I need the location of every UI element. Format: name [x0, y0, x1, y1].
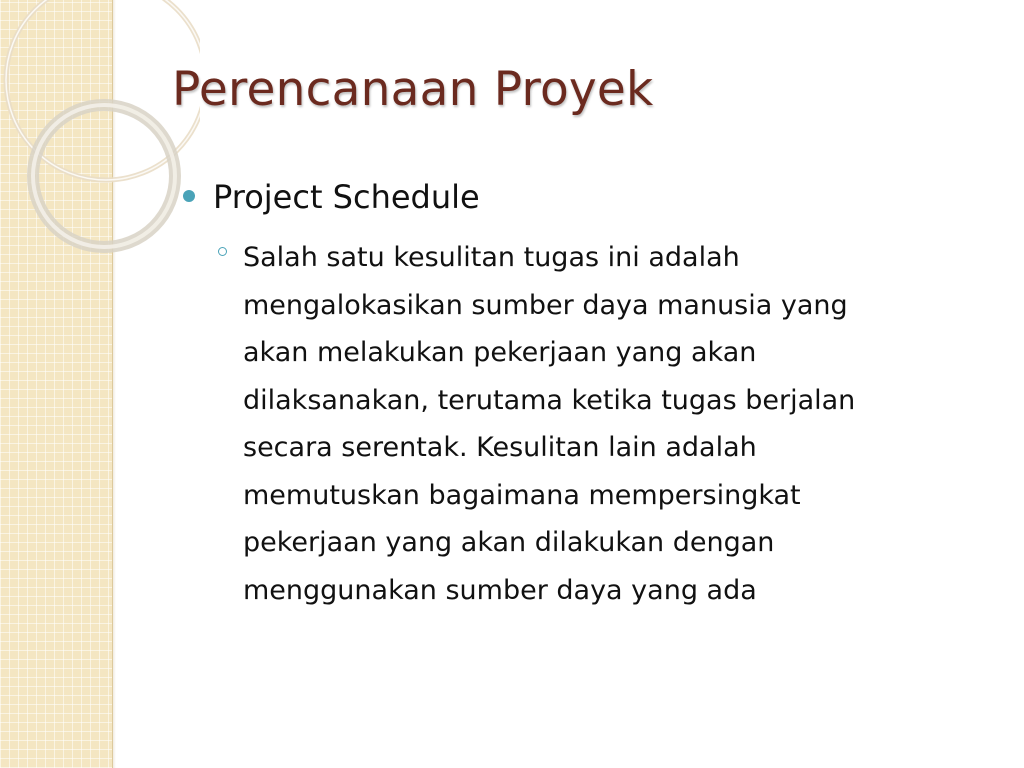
sub-bullet-paragraph [243, 234, 963, 614]
filled-circle-bullet-icon [183, 190, 195, 202]
side-band-edge-shadow [112, 0, 116, 768]
sub-bullet-line: Salah satu kesulitan tugas ini adalah [243, 242, 740, 273]
slide-body [183, 174, 963, 614]
slide-title: Perencanaan Proyek [172, 62, 654, 117]
bullet-item-level1 [183, 174, 963, 220]
sub-bullet-line: mengalokasikan sumber daya manusia yang [243, 289, 848, 321]
decorative-side-band [0, 0, 113, 768]
bullet-text-project-schedule: Project Schedule [213, 178, 480, 216]
hollow-circle-bullet-icon [218, 247, 227, 256]
sub-bullet-line: akan melakukan pekerjaan yang akan [243, 337, 757, 368]
sub-bullet-line: memutuskan bagaimana mempersingkat [243, 479, 801, 511]
bullet-item-level2 [183, 234, 963, 614]
sub-bullet-line: pekerjaan yang akan dilakukan dengan [243, 527, 775, 558]
sub-bullet-line: secara serentak. Kesulitan lain adalah [243, 432, 757, 463]
sub-bullet-line: dilaksanakan, terutama ketika tugas berjalan [243, 384, 856, 416]
sub-bullet-line: menggunakan sumber daya yang ada [243, 574, 757, 606]
